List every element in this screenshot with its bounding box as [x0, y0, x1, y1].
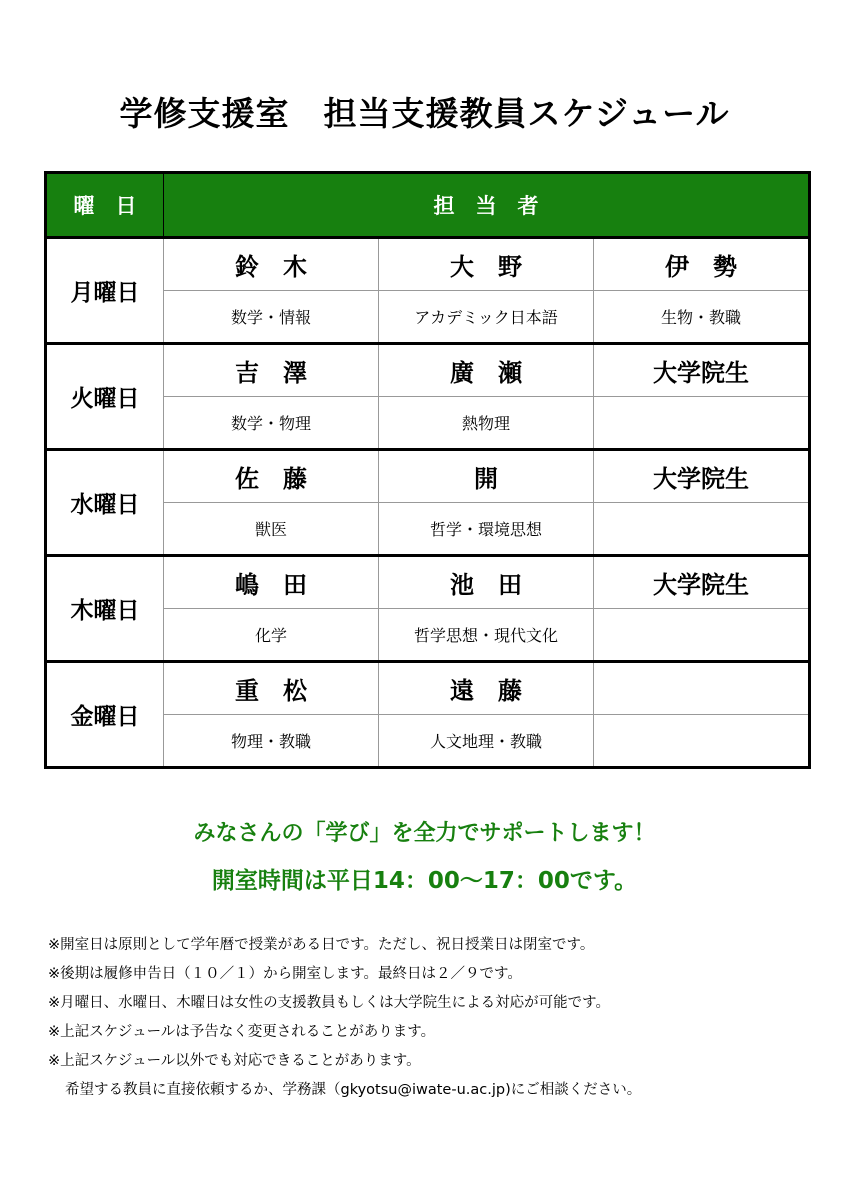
table-row: [46, 344, 810, 397]
staff-name: 吉 澤: [164, 344, 379, 397]
staff-subject: 獣医: [164, 503, 379, 556]
staff-name: 重 松: [164, 662, 379, 715]
header-staff: 担 当 者: [164, 173, 810, 238]
staff-subject: [594, 715, 810, 768]
note-item: 希望する教員に直接依頼するか、学務課（gkyotsu@iwate-u.ac.jp)にご相談ください。: [65, 1082, 642, 1098]
staff-subject: 人文地理・教職: [379, 715, 594, 768]
staff-subject: 物理・教職: [164, 715, 379, 768]
schedule-table: [44, 171, 811, 769]
staff-subject: [594, 503, 810, 556]
staff-name: 大学院生: [594, 344, 810, 397]
staff-name: 遠 藤: [379, 662, 594, 715]
table-row: [46, 450, 810, 503]
page-title: 学修支援室 担当支援教員スケジュール: [119, 94, 730, 133]
table-header-row: [46, 173, 810, 238]
staff-name: 嶋 田: [164, 556, 379, 609]
staff-subject: 哲学・環境思想: [379, 503, 594, 556]
staff-name: 池 田: [379, 556, 594, 609]
table-row: [46, 238, 810, 291]
notes-section: [48, 931, 828, 1105]
note-item: ※上記スケジュールは予告なく変更されることがあります。: [48, 1024, 436, 1040]
staff-name: 佐 藤: [164, 450, 379, 503]
day-label: 火曜日: [46, 344, 164, 450]
staff-name: 開: [379, 450, 594, 503]
staff-name: 伊 勢: [594, 238, 810, 291]
staff-subject: アカデミック日本語: [379, 291, 594, 344]
note-item: ※後期は履修申告日（１０／１）から開室します。最終日は２／９です。: [48, 966, 522, 982]
support-message: みなさんの「学び」を全力でサポートします！: [193, 821, 656, 846]
table-row: [46, 662, 810, 715]
staff-name: 鈴 木: [164, 238, 379, 291]
staff-subject: 哲学思想・現代文化: [379, 609, 594, 662]
staff-subject: [594, 609, 810, 662]
opening-hours-message: 開室時間は平日14：00～17：00です。: [211, 868, 638, 894]
header-day: 曜 日: [46, 173, 164, 238]
staff-subject: 化学: [164, 609, 379, 662]
day-label: 木曜日: [46, 556, 164, 662]
note-item: ※月曜日、水曜日、木曜日は女性の支援教員もしくは大学院生による対応が可能です。: [48, 995, 610, 1011]
note-item: ※上記スケジュール以外でも対応できることがあります。: [48, 1053, 421, 1069]
staff-subject: 数学・物理: [164, 397, 379, 450]
staff-subject: 生物・教職: [594, 291, 810, 344]
day-label: 金曜日: [46, 662, 164, 768]
staff-name: 大学院生: [594, 556, 810, 609]
note-item: ※開室日は原則として学年暦で授業がある日です。ただし、祝日授業日は閉室です。: [48, 937, 595, 953]
staff-name: 廣 瀬: [379, 344, 594, 397]
table-row: [46, 556, 810, 609]
staff-subject: [594, 397, 810, 450]
staff-name: 大学院生: [594, 450, 810, 503]
day-label: 月曜日: [46, 238, 164, 344]
staff-subject: 数学・情報: [164, 291, 379, 344]
staff-name: 大 野: [379, 238, 594, 291]
day-label: 水曜日: [46, 450, 164, 556]
staff-name: [594, 662, 810, 715]
staff-subject: 熱物理: [379, 397, 594, 450]
